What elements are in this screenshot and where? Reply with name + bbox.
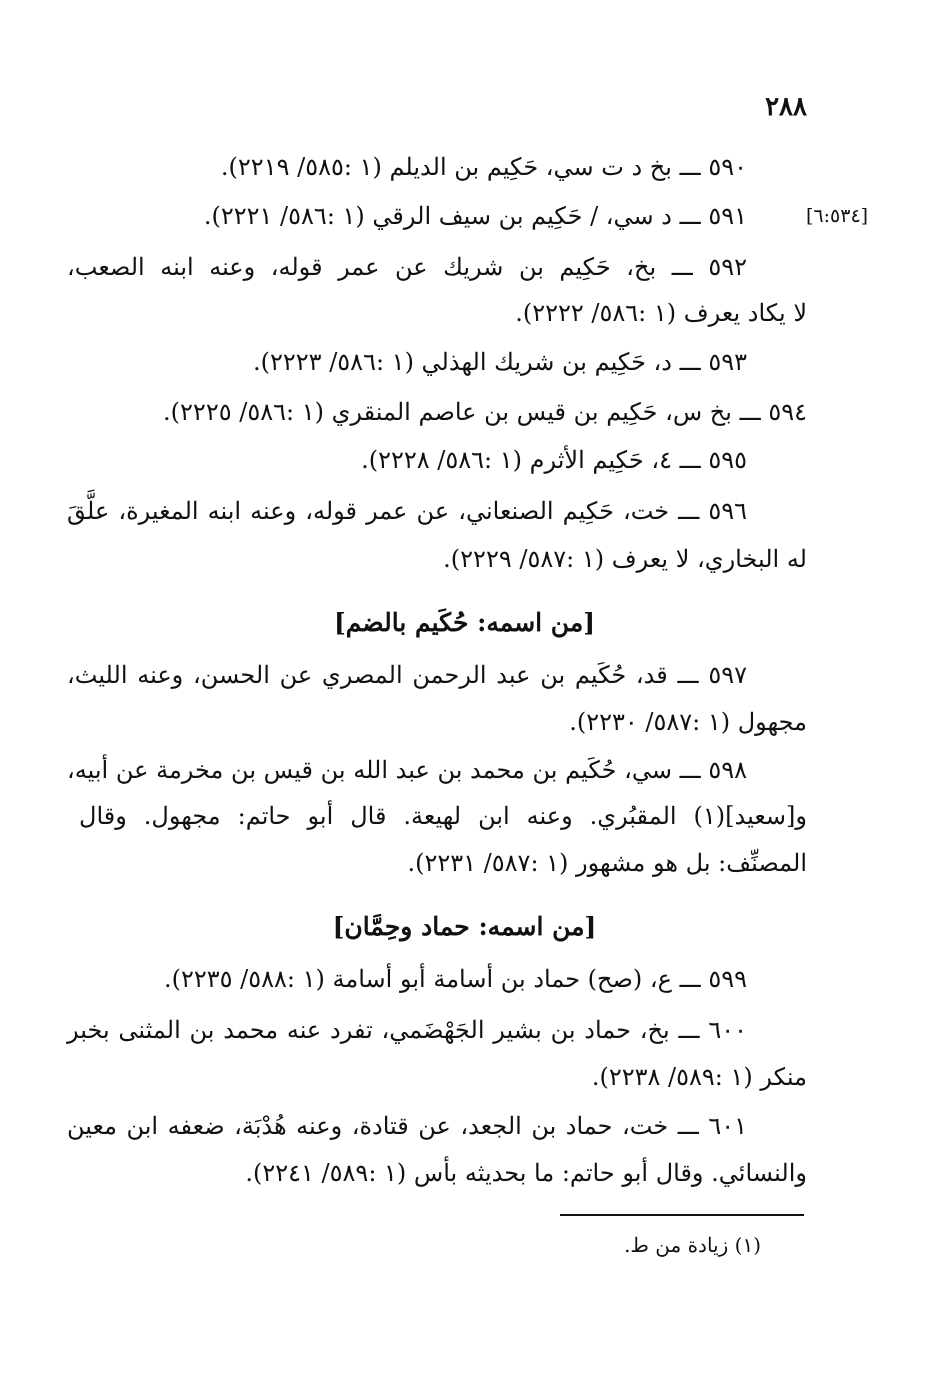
entry-593: ٥٩٣ ـــ د، حَكِيم بن شريك الهذلي (١ :٥٨٦/ ٢٢٢٣).	[253, 348, 747, 376]
entry-594: ٥٩٤ ـــ بخ س، حَكِيم بن قيس بن عاصم المنقري (١ :٥٨٦/ ٢٢٢٥).	[163, 398, 807, 426]
section-heading-hukaym: [من اسمه: حُكَيم بالضم]	[333, 608, 596, 637]
page-number: ٢٨٨	[765, 92, 807, 122]
entry-596-line-1: ٥٩٦ ـــ خت، حَكِيم الصنعاني، عن عمر قوله، وعنه ابنه المغيرة، علَّقَ	[67, 497, 748, 525]
entry-599: ٥٩٩ ـــ ع، (صح) حماد بن أسامة أبو أسامة (١ :٥٨٨/ ٢٢٣٥).	[163, 965, 747, 993]
entry-601-line-2: والنسائي. وقال أبو حاتم: ما بحديثه بأس (١ :٥٨٩/ ٢٢٤١).	[245, 1159, 807, 1187]
entry-595: ٥٩٥ ـــ ٤، حَكِيم الأثرم (١ :٥٨٦/ ٢٢٢٨).	[361, 446, 747, 474]
footnote: (١) زيادة من ط.	[624, 1233, 761, 1257]
entry-590: ٥٩٠ ـــ بخ د ت سي، حَكِيم بن الديلم (١ :٥٨٥/ ٢٢١٩).	[220, 153, 747, 181]
entry-597-line-1: ٥٩٧ ـــ قد، حُكَيم بن عبد الرحمن المصري عن الحسن، وعنه الليث،	[67, 661, 747, 689]
entry-597-line-2: مجهول (١ :٥٨٧/ ٢٢٣٠).	[569, 708, 807, 736]
entry-596-line-2: له البخاري، لا يعرف (١ :٥٨٧/ ٢٢٢٩).	[443, 545, 807, 573]
entry-591: ٥٩١ ـــ د سي، / حَكِيم بن سيف الرقي (١ :٥٨٦/ ٢٢٢١).	[203, 202, 747, 230]
entry-600-line-1: ٦٠٠ ـــ بخ، حماد بن بشير الجَهْضَمي، تفرد عنه محمد بن المثنى بخبر	[67, 1016, 747, 1044]
entry-598-line-2: و[سعيد](١) المقبُري. وعنه ابن لهيعة. قال أبو حاتم: مجهول. وقال	[79, 802, 807, 830]
entry-598-line-3: المصنِّف: بل هو مشهور (١ :٥٨٧/ ٢٢٣١).	[407, 849, 807, 877]
margin-reference: [٦:٥٣٤]	[806, 205, 869, 227]
footnote-separator	[560, 1214, 804, 1216]
entry-600-line-2: منكر (١ :٥٨٩/ ٢٢٣٨).	[591, 1063, 807, 1091]
entry-592-line-2: لا يكاد يعرف (١ :٥٨٦/ ٢٢٢٢).	[515, 299, 807, 327]
entry-592-line-1: ٥٩٢ ـــ بخ، حَكِيم بن شريك عن عمر قوله، وعنه ابنه الصعب،	[67, 253, 747, 281]
entry-598-line-1: ٥٩٨ ـــ سي، حُكَيم بن محمد بن عبد الله بن قيس بن مخرمة عن أبيه،	[67, 756, 747, 784]
section-heading-hammad: [من اسمه: حماد وحِمَّان]	[332, 912, 597, 941]
entry-601-line-1: ٦٠١ ـــ خت، حماد بن الجعد، عن قتادة، وعنه هُدْبَة، ضعفه ابن معين	[67, 1112, 747, 1140]
